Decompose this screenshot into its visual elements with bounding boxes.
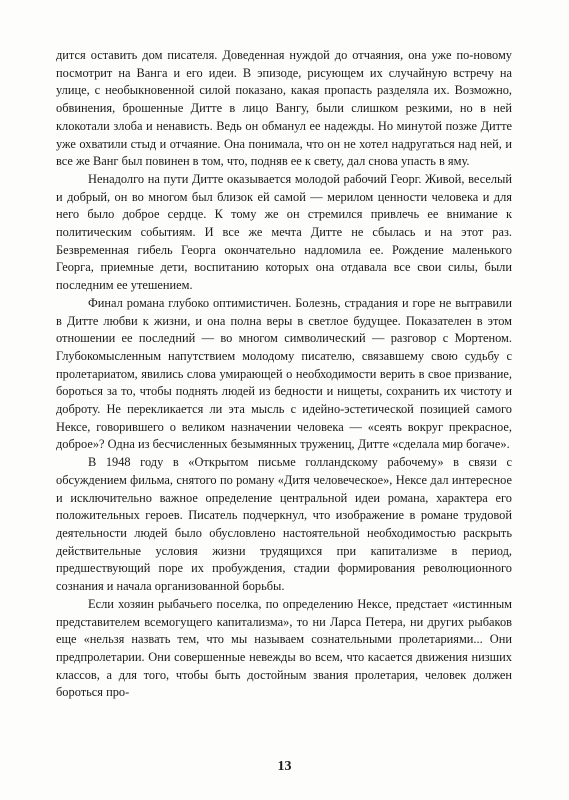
paragraph-3: Финал романа глубоко оптимистичен. Болезнь, страдания и горе не вытравили в Дитте любви к жизни, и она полна веры в светлое будущее. Показателен в этом отношении ее последний — во многом символический — разговор с Мортеном. Глубокомысленным напутствием молодому писателю, связавшему свою судьбу с пролетариатом, явились слова умирающей о необходимости верить в свое призвание, бороться за то, чтобы поднять людей из бедности и нищеты, сохранить их чистоту и доброту. Не перекликается ли эта мысль с идейно-эстетической позицией самого Нексе, говорившего о великом назначении человека — «сеять вокруг прекрасное, доброе»? Одна из бесчисленных безымянных тружениц, Дитте «сделала мир богаче». [56,295,512,452]
paragraph-5: Если хозяин рыбачьего поселка, по определению Нексе, предстает «истинным представителем всемогущего капитализма», то ни Ларса Петера, ни других рыбаков еще «нельзя назвать тем, что мы называем сознательными пролетариями... Они предпролетарии. Они совершенные невежды во всем, что касается движения низших классов, а для того, чтобы быть достойным звания пролетария, человек должен бороться про- [56,596,512,700]
page-number: 13 [277,759,292,774]
paragraph-4: В 1948 году в «Открытом письме голландскому рабочему» в связи с обсуждением фильма, снятого по роману «Дитя человеческое», Нексе дал интересное и исключительно важное определение центральной идеи романа, характера его положительных героев. Писатель подчеркнул, что изображение в романе трудовой деятельности людей было обусловлено настоятельной необходимостью раскрыть действительные условия жизни трудящихся при капитализме в период, предшествующий поре их пробуждения, стадии формирования революционного сознания и начала организованной борьбы. [56,455,512,594]
paragraph-1: дится оставить дом писателя. Доведенная нуждой до отчаяния, она уже по-новому посмотрит на Ванга и его идеи. В эпизоде, рисующем их случайную встречу на улице, с необыкновенной силой показано, какая пропасть разделяла их. Возможно, обвинения, брошенные Дитте в лицо Вангу, были слишком резкими, но в ней клокотали злоба и ненависть. Ведь он обманул ее надежды. Но минутой позже Дитте уже охватили стыд и отчаяние. Она понимала, что он не хотел надругаться над ней, и все же Ванг был повинен в том, что, подняв ее к свету, дал снова упасть в яму. [56,48,512,169]
body-text [56,47,512,702]
paragraph-2: Ненадолго на пути Дитте оказывается молодой рабочий Георг. Живой, веселый и добрый, он во многом был близок ей самой — мерилом ценности человека и для него было доброе сердце. К тому же он стремился привлечь ее внимание к политическим событиям. И все же мечта Дитте не сбылась и на этот раз. Безвременная гибель Георга окончательно надломила ее. Рождение маленького Георга, приемные дети, воспитанию которых она отдавала все свои силы, были последним ее утешением. [56,171,512,293]
